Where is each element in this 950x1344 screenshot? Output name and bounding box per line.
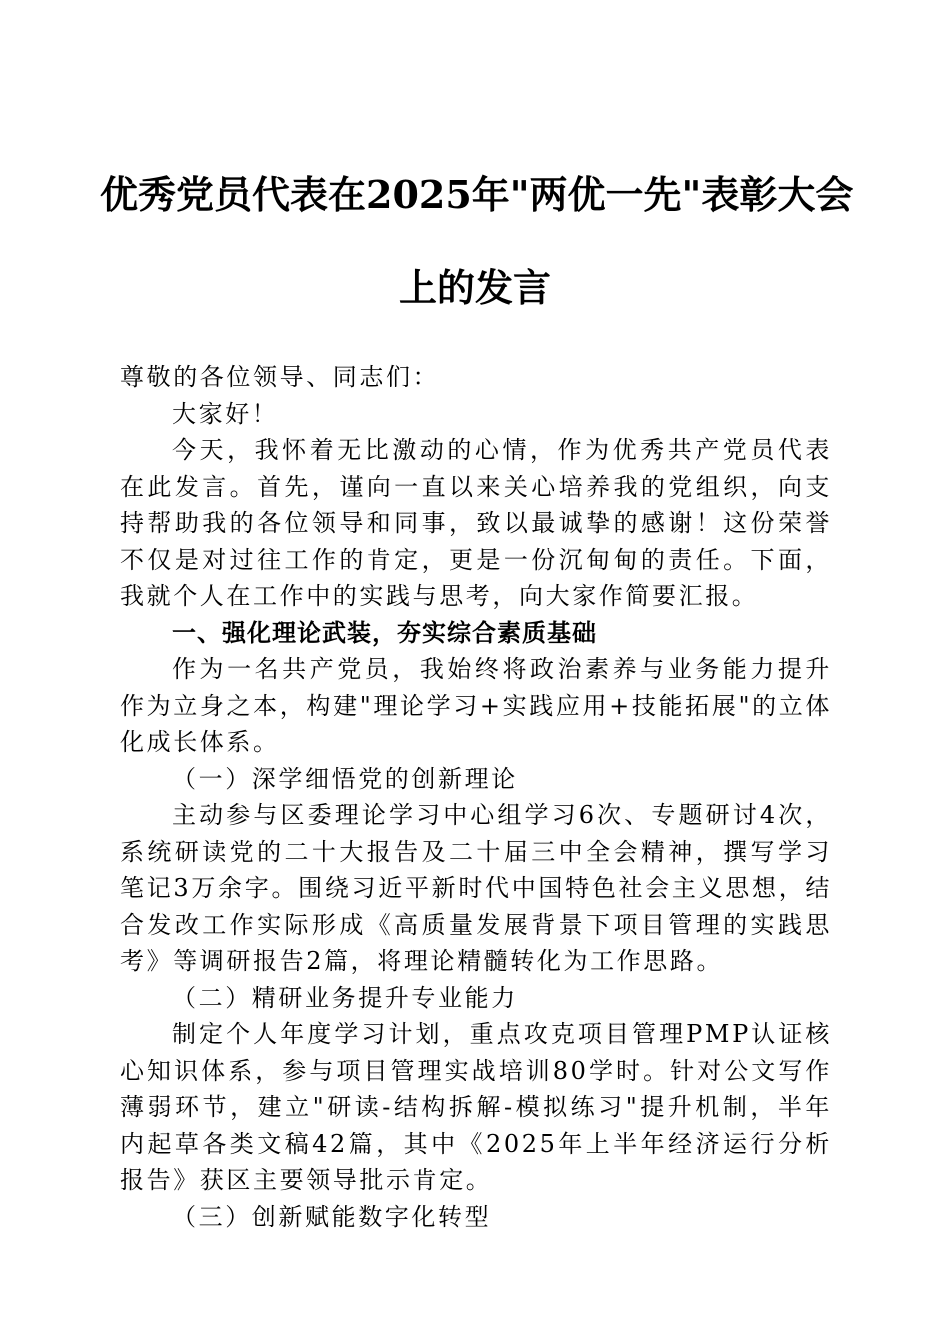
subsection-2-heading: （二）精研业务提升专业能力 [172,983,518,1012]
document-body [120,359,832,1235]
section-1-lead: 作为一名共产党员，我始终将政治素养与业务能力提升作为立身之本，构建"理论学习+实践应用+技能拓展"的立体化成长体系。 [120,655,832,756]
subsection-1-paragraph: 主动参与区委理论学习中心组学习6次、专题研讨4次，系统研读党的二十大报告及二十届三中全会精神，撰写学习笔记3万余字。围绕习近平新时代中国特色社会主义思想，结合发改工作实际形成《高质量发展背景下项目管理的实践思考》等调研报告2篇，将理论精髓转化为工作思路。 [120,801,832,975]
document-title-line-1: 优秀党员代表在2025年"两优一先"表彰大会 [100,172,854,217]
section-1-heading: 一、强化理论武装，夯实综合素质基础 [172,618,597,647]
intro-paragraph: 今天，我怀着无比激动的心情，作为优秀共产党员代表在此发言。首先，谨向一直以来关心培养我的党组织，向支持帮助我的各位领导和同事，致以最诚挚的感谢！这份荣誉不仅是对过往工作的肯定，更是一份沉甸甸的责任。下面，我就个人在工作中的实践与思考，向大家作简要汇报。 [120,436,832,610]
subsection-2-paragraph: 制定个人年度学习计划，重点攻克项目管理PMP认证核心知识体系，参与项目管理实战培训80学时。针对公文写作薄弱环节，建立"研读-结构拆解-模拟练习"提升机制，半年内起草各类文稿42篇，其中《2025年上半年经济运行分析报告》获区主要领导批示肯定。 [120,1020,832,1194]
greeting: 大家好！ [172,399,279,428]
salutation: 尊敬的各位领导、同志们： [120,363,440,391]
document-title-line-2: 上的发言 [398,265,551,310]
subsection-3-heading: （三）创新赋能数字化转型 [172,1202,492,1231]
subsection-1-heading: （一）深学细悟党的创新理论 [172,764,518,793]
